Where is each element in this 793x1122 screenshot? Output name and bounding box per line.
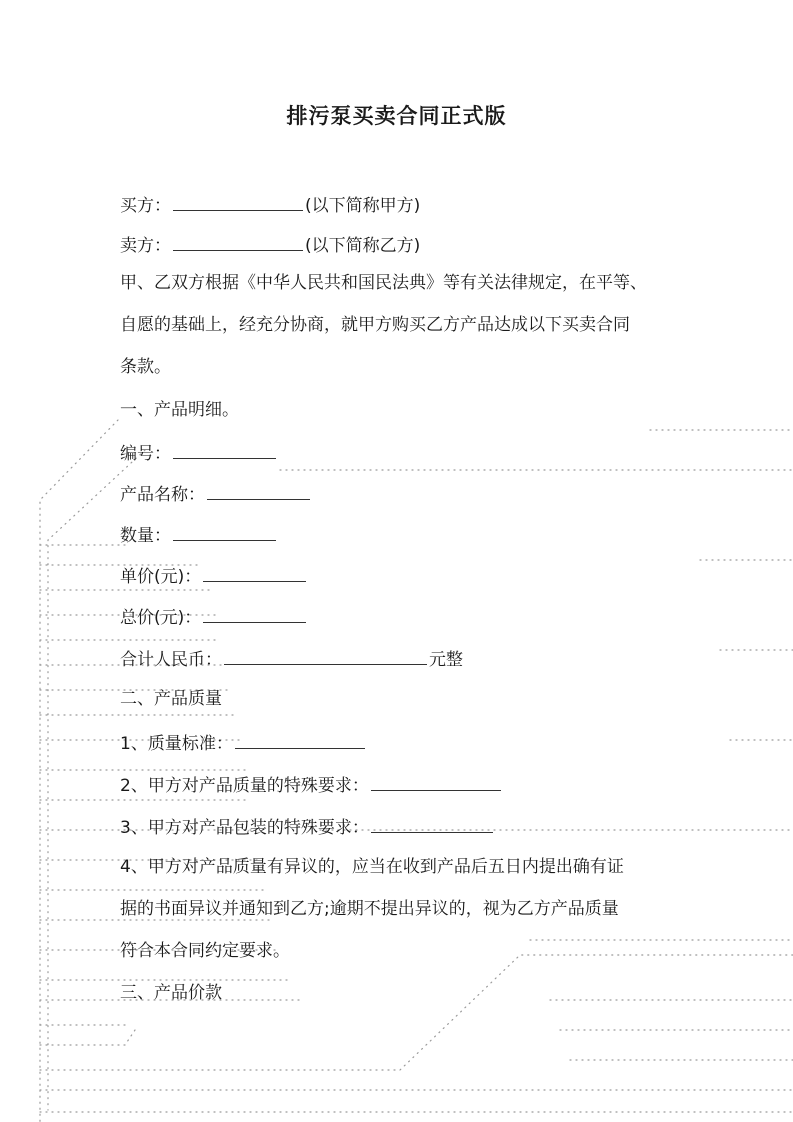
intro-line-1: 甲、乙双方根据《中华人民共和国民法典》等有关法律规定，在平等、 — [120, 273, 647, 293]
seller-suffix: (以下简称乙方) — [305, 236, 421, 256]
field-product-name-label: 产品名称： — [120, 485, 205, 505]
seller-blank[interactable] — [173, 233, 303, 251]
field-number-blank[interactable] — [173, 441, 276, 459]
field-total-rmb-blank[interactable] — [224, 647, 427, 665]
quality-1-blank[interactable] — [235, 731, 365, 749]
quality-4-line-1: 4、甲方对产品质量有异议的，应当在收到产品后五日内提出确有证 — [120, 857, 624, 877]
section-1-title: 一、产品明细。 — [120, 400, 239, 420]
field-total-rmb-label: 合计人民币： — [120, 650, 222, 670]
field-unit-price-label: 单价(元)： — [120, 567, 202, 587]
intro-line-2: 自愿的基础上，经充分协商，就甲方购买乙方产品达成以下买卖合同 — [120, 315, 630, 335]
quality-1-line — [120, 731, 367, 754]
field-total-price-label: 总价(元)： — [120, 608, 202, 628]
field-quantity-label: 数量： — [120, 526, 171, 546]
field-total-price-blank[interactable] — [203, 605, 306, 623]
quality-3-blank[interactable] — [371, 815, 493, 833]
buyer-blank[interactable] — [173, 193, 303, 211]
field-quantity-line — [120, 523, 278, 546]
quality-3-label: 3、甲方对产品包装的特殊要求： — [120, 818, 369, 838]
intro-line-3: 条款。 — [120, 357, 171, 377]
quality-4-line-3: 符合本合同约定要求。 — [120, 941, 290, 961]
quality-4-line-2: 据的书面异议并通知到乙方;逾期不提出异议的，视为乙方产品质量 — [120, 899, 619, 919]
field-unit-price-line — [120, 564, 308, 587]
field-product-name-blank[interactable] — [207, 482, 310, 500]
field-total-rmb-suffix: 元整 — [429, 650, 463, 670]
buyer-suffix: (以下简称甲方) — [305, 196, 421, 216]
field-total-price-line — [120, 605, 308, 628]
seller-label: 卖方： — [120, 236, 171, 256]
field-product-name-line — [120, 482, 312, 505]
quality-2-label: 2、甲方对产品质量的特殊要求： — [120, 776, 369, 796]
quality-2-line — [120, 773, 503, 796]
section-2-title: 二、产品质量 — [120, 689, 222, 709]
field-total-rmb-line — [120, 647, 463, 670]
section-3-title: 三、产品价款 — [120, 983, 222, 1003]
quality-2-blank[interactable] — [371, 773, 501, 791]
buyer-label: 买方： — [120, 196, 171, 216]
document-title: 排污泵买卖合同正式版 — [286, 104, 507, 128]
quality-1-label: 1、质量标准： — [120, 734, 233, 754]
field-number-label: 编号： — [120, 444, 171, 464]
field-number-line — [120, 441, 278, 464]
seller-line — [120, 233, 420, 256]
quality-3-line — [120, 815, 495, 838]
field-quantity-blank[interactable] — [173, 523, 276, 541]
buyer-line — [120, 193, 420, 216]
field-unit-price-blank[interactable] — [203, 564, 306, 582]
